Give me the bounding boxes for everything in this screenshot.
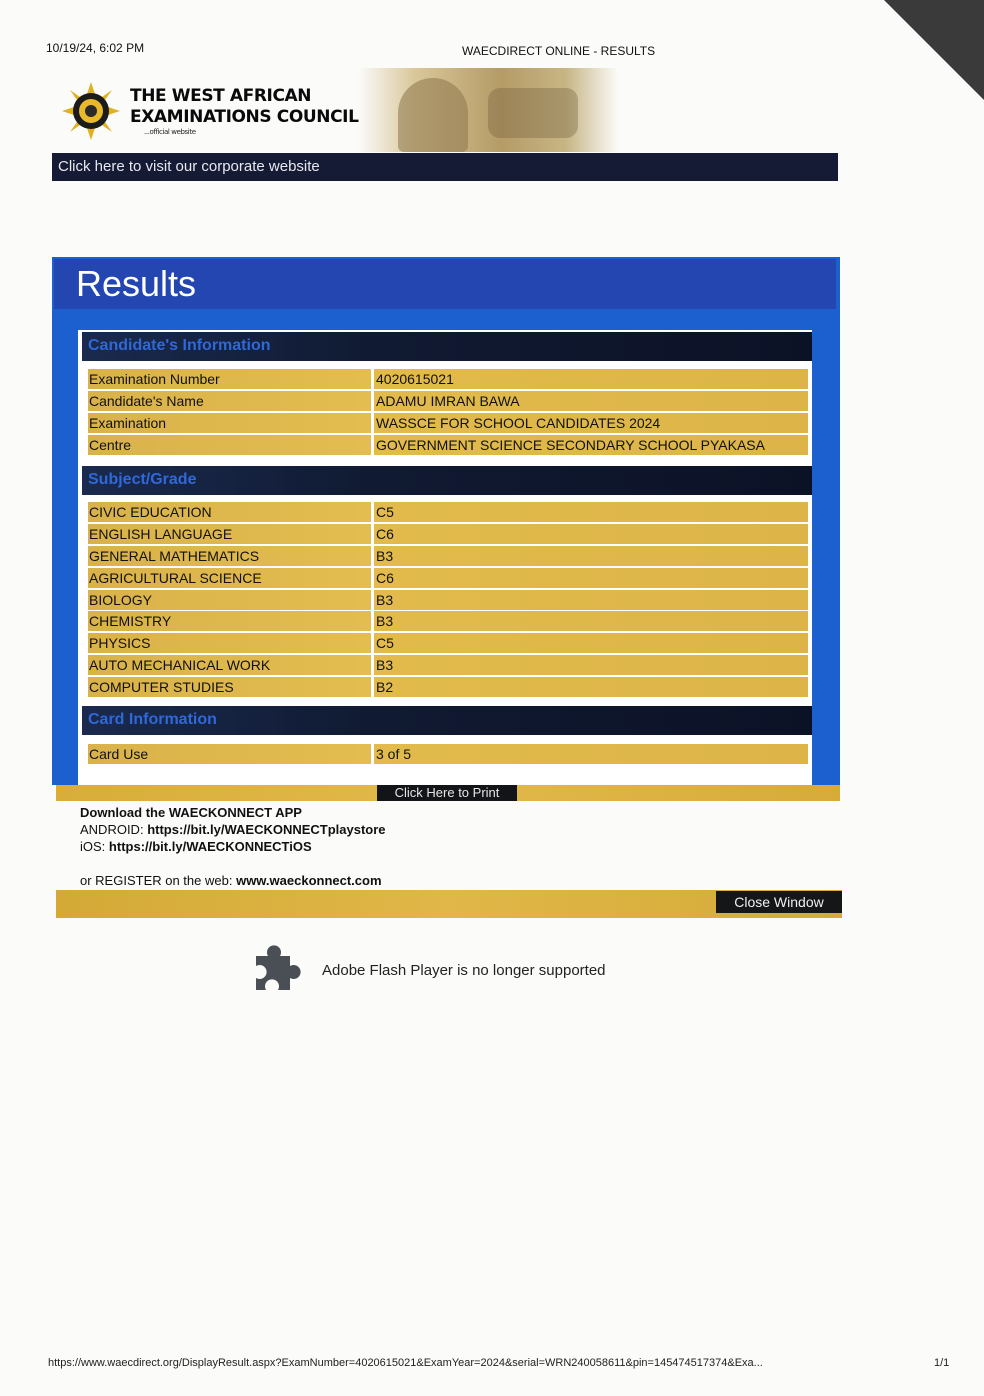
subject-row — [88, 590, 808, 610]
results-body — [78, 330, 812, 785]
subject-row — [88, 524, 808, 544]
subject-row — [88, 611, 808, 631]
subject-grade: C5 — [374, 633, 808, 653]
row-value: WASSCE FOR SCHOOL CANDIDATES 2024 — [374, 413, 808, 433]
register-line: or REGISTER on the web: www.waeckonnect.com — [80, 873, 382, 888]
print-datetime: 10/19/24, 6:02 PM — [46, 41, 145, 55]
subject-grade: C5 — [374, 502, 808, 522]
subject-name: PHYSICS — [88, 633, 371, 653]
row-value: GOVERNMENT SCIENCE SECONDARY SCHOOL PYAKASA — [374, 435, 808, 455]
subject-row — [88, 677, 808, 697]
card-row — [88, 744, 808, 764]
row-label: Centre — [88, 435, 371, 455]
subject-name: CIVIC EDUCATION — [88, 502, 371, 522]
subject-grade: B2 — [374, 677, 808, 697]
flash-unsupported-message: Adobe Flash Player is no longer supported — [322, 962, 606, 979]
row-label: Card Use — [88, 744, 371, 764]
subject-row — [88, 655, 808, 675]
results-title: Results — [76, 263, 197, 304]
card-info-header: Card Information — [82, 706, 812, 735]
waec-seal-icon — [62, 82, 120, 140]
page-corner-shadow — [884, 0, 984, 100]
subject-name: AGRICULTURAL SCIENCE — [88, 568, 371, 588]
subject-grade: B3 — [374, 590, 808, 610]
subject-name: GENERAL MATHEMATICS — [88, 546, 371, 566]
waec-banner — [58, 68, 618, 152]
candidate-info-header: Candidate's Information — [82, 332, 812, 361]
row-label: Examination — [88, 413, 371, 433]
register-link[interactable]: www.waeckonnect.com — [236, 873, 382, 888]
subject-row — [88, 633, 808, 653]
subject-name: BIOLOGY — [88, 590, 371, 610]
app-promo-heading: Download the WAECKONNECT APP — [80, 805, 302, 820]
banner-photo — [358, 68, 618, 152]
candidate-row — [88, 369, 808, 389]
subject-grade: B3 — [374, 611, 808, 631]
subject-row — [88, 546, 808, 566]
waec-wordmark: THE WEST AFRICAN EXAMINATIONS COUNCIL ...official website — [130, 86, 359, 136]
print-page-number: 1/1 — [934, 1357, 950, 1369]
print-footer-url: https://www.waecdirect.org/DisplayResult.aspx?ExamNumber=4020615021&ExamYear=2024&serial=WRN240058611&pin=145474517374&Exa... — [48, 1357, 763, 1369]
subject-name: CHEMISTRY — [88, 611, 371, 631]
subject-name: COMPUTER STUDIES — [88, 677, 371, 697]
plugin-puzzle-icon — [250, 944, 306, 996]
row-value: 3 of 5 — [374, 744, 808, 764]
row-label: Examination Number — [88, 369, 371, 389]
row-value: ADAMU IMRAN BAWA — [374, 391, 808, 411]
close-window-button[interactable]: Close Window — [716, 891, 842, 913]
row-value: 4020615021 — [374, 369, 808, 389]
subject-grade: B3 — [374, 546, 808, 566]
subject-grade-header: Subject/Grade — [82, 466, 812, 495]
corporate-website-link[interactable]: Click here to visit our corporate website — [52, 153, 838, 181]
android-link[interactable]: https://bit.ly/WAECKONNECTplaystore — [147, 822, 386, 837]
subject-name: ENGLISH LANGUAGE — [88, 524, 371, 544]
candidate-row — [88, 413, 808, 433]
android-link-line: ANDROID: https://bit.ly/WAECKONNECTplaystore — [80, 822, 386, 837]
candidate-row — [88, 391, 808, 411]
subject-grade: C6 — [374, 568, 808, 588]
results-header — [54, 259, 836, 309]
ios-link[interactable]: https://bit.ly/WAECKONNECTiOS — [108, 839, 312, 854]
row-label: Candidate's Name — [88, 391, 371, 411]
subject-grade: B3 — [374, 655, 808, 675]
candidate-row — [88, 435, 808, 455]
results-panel — [52, 257, 840, 785]
subject-row — [88, 502, 808, 522]
ios-link-line: iOS: https://bit.ly/WAECKONNECTiOS — [80, 839, 312, 854]
print-button[interactable]: Click Here to Print — [377, 785, 517, 801]
subject-name: AUTO MECHANICAL WORK — [88, 655, 371, 675]
subject-row — [88, 568, 808, 588]
print-page-title: WAECDIRECT ONLINE - RESULTS — [462, 44, 656, 58]
subject-grade: C6 — [374, 524, 808, 544]
